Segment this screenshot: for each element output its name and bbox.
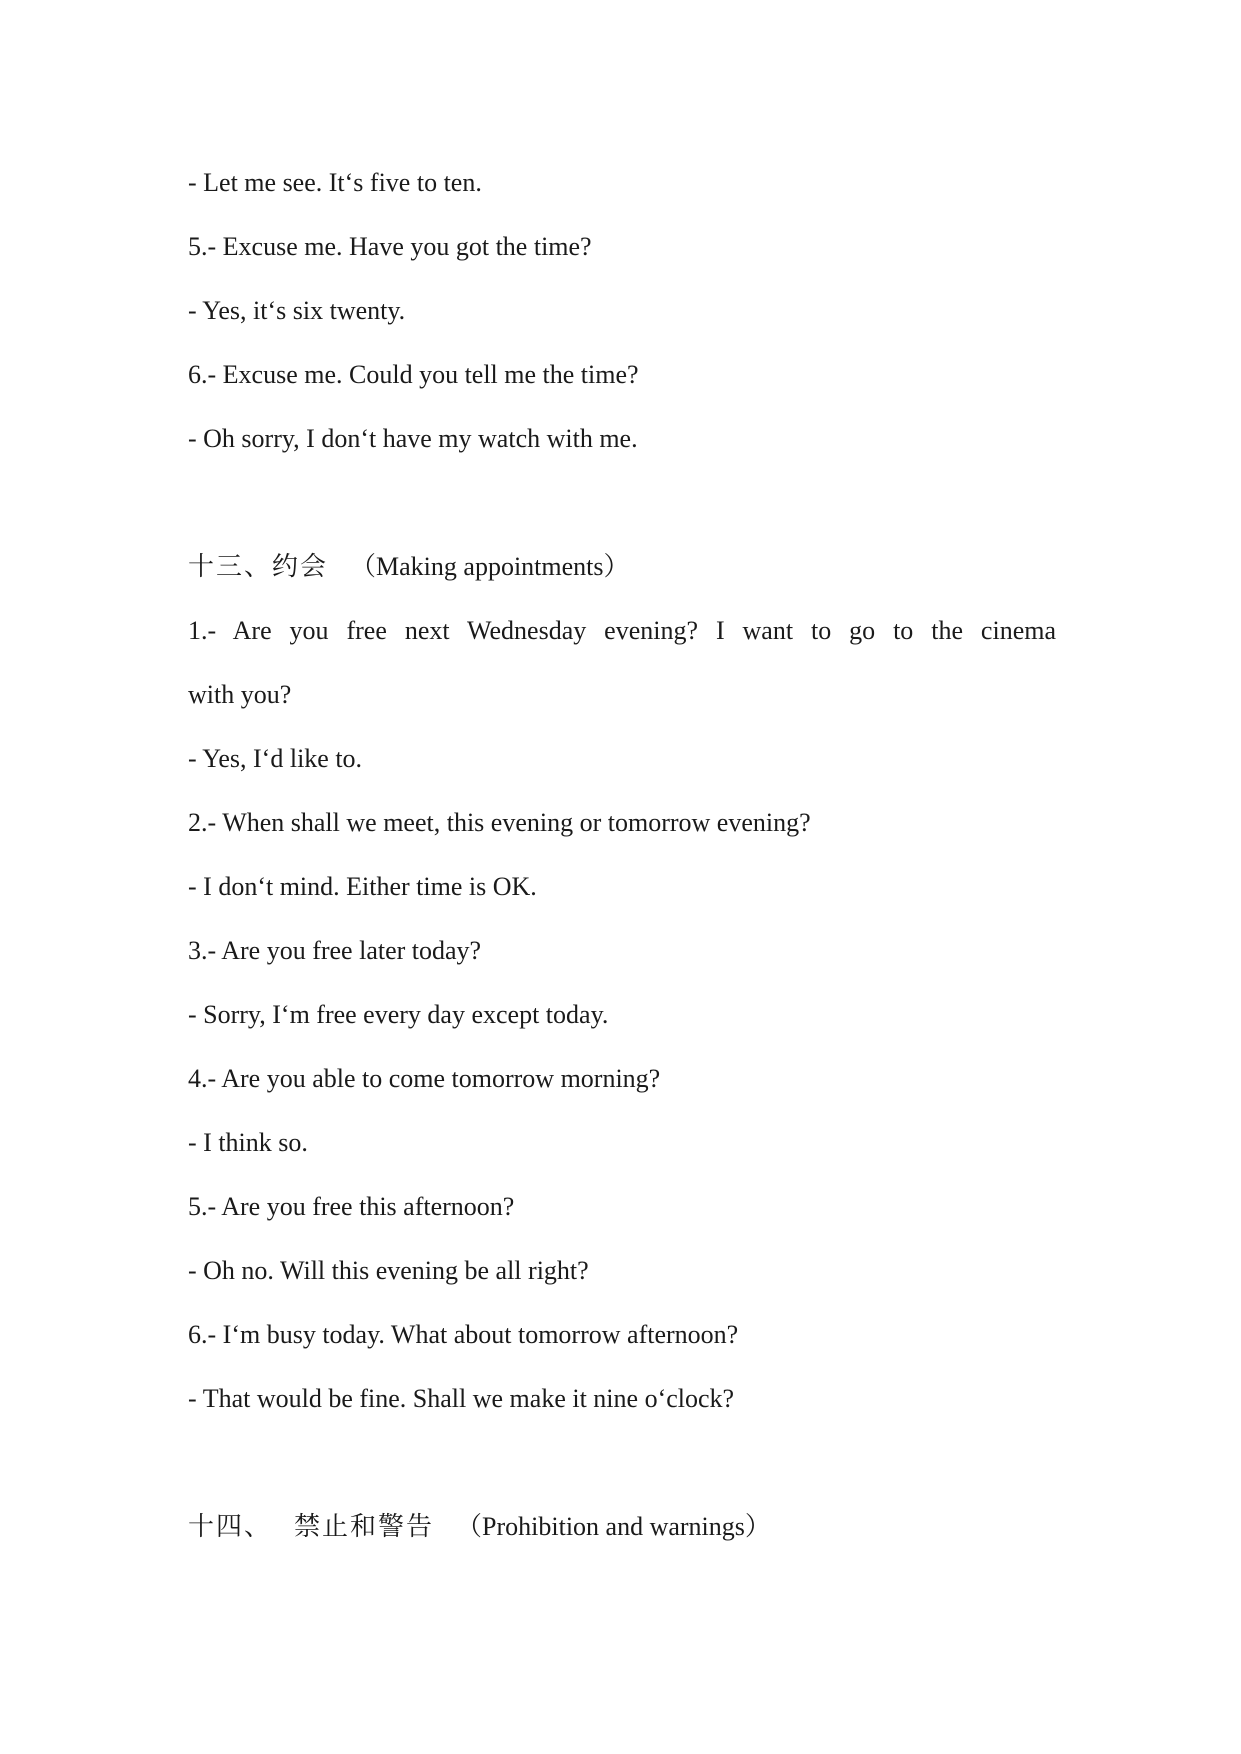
dialogue-line: 1.- Are you free next Wednesday evening? I want to go to the cinema <box>188 616 1056 645</box>
dialogue-line: with you? <box>188 680 292 709</box>
dialogue-line: - Oh no. Will this evening be all right? <box>188 1256 589 1285</box>
dialogue-line: - Let me see. It‘s five to ten. <box>188 168 482 197</box>
dialogue-line: 3.- Are you free later today? <box>188 936 482 965</box>
dialogue-line: - That would be fine. Shall we make it nine o‘clock? <box>188 1384 735 1413</box>
dialogue-line: 6.- I‘m busy today. What about tomorrow afternoon? <box>188 1320 739 1349</box>
dialogue-line: - I don‘t mind. Either time is OK. <box>188 872 537 901</box>
section-heading-13 <box>188 550 630 584</box>
section-heading-en: （Making appointments） <box>350 552 630 581</box>
section-heading-cn: 禁止和警告 <box>294 1512 435 1542</box>
dialogue-line: - Oh sorry, I don‘t have my watch with me. <box>188 424 638 453</box>
section-heading-cn-prefix: 十四、 <box>188 1512 273 1542</box>
dialogue-line: 2.- When shall we meet, this evening or tomorrow evening? <box>188 808 811 837</box>
section-heading-en: （Prohibition and warnings） <box>456 1512 771 1541</box>
dialogue-line: - I think so. <box>188 1128 308 1157</box>
dialogue-line: - Yes, it‘s six twenty. <box>188 296 406 325</box>
section-heading-cn: 十三、约会 <box>188 552 329 582</box>
dialogue-line: 4.- Are you able to come tomorrow morning? <box>188 1064 661 1093</box>
dialogue-line: 6.- Excuse me. Could you tell me the time? <box>188 360 639 389</box>
dialogue-line: - Sorry, I‘m free every day except today. <box>188 1000 609 1029</box>
dialogue-line: 5.- Excuse me. Have you got the time? <box>188 232 592 261</box>
section-heading-14 <box>188 1510 771 1544</box>
dialogue-line: - Yes, I‘d like to. <box>188 744 363 773</box>
dialogue-line: 5.- Are you free this afternoon? <box>188 1192 515 1221</box>
